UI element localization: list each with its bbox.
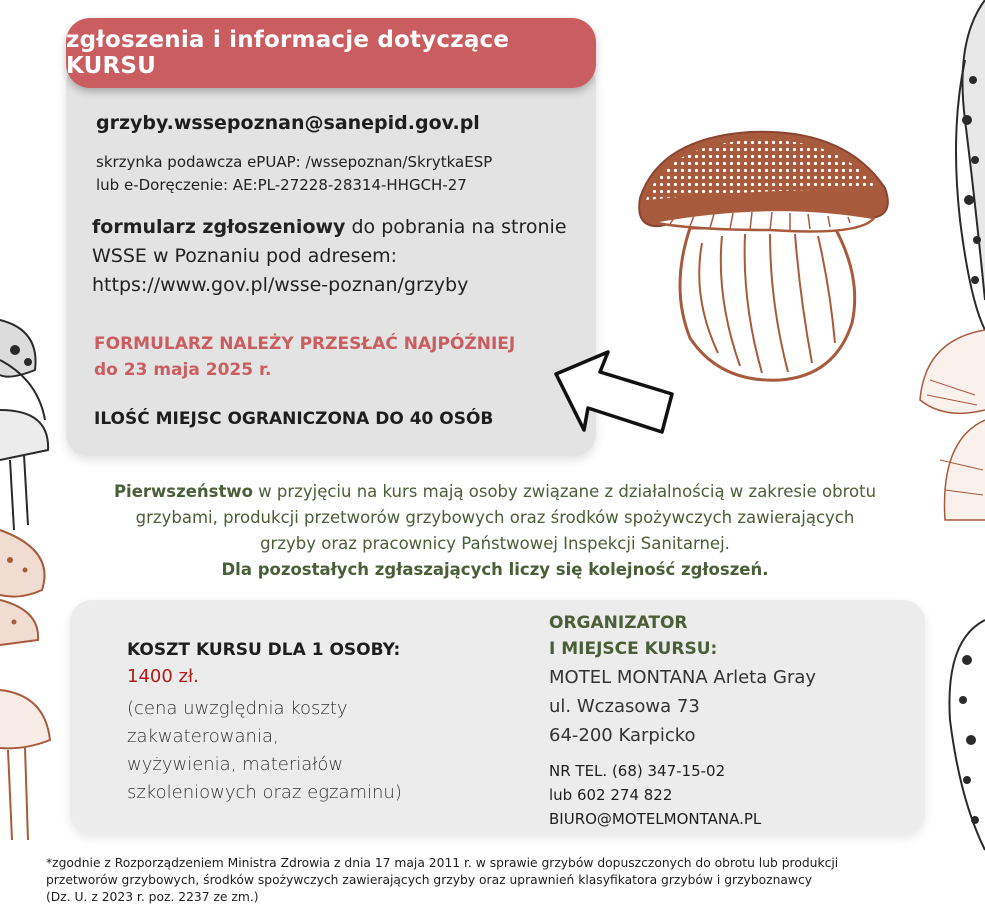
form-url-link[interactable]: https://www.gov.pl/wsse-poznan/grzyby [92,274,469,296]
deadline-notice [94,331,515,383]
legal-footnote [46,855,966,906]
section-header [66,18,596,88]
footnote-line: przetworów grzybowych, środków spożywczych zawierających grzyby oraz uprawnień klasyfikatora grzybów i grzyboznawcy [46,873,813,887]
cost-note-line: zakwaterowania, [127,726,279,747]
cost-note-line: szkoleniowych oraz egzaminu) [127,782,402,803]
footnote-line: (Dz. U. z 2023 r. poz. 2237 ze zm.) [46,890,259,904]
organizer-title-line2: I MIEJSCE KURSU: [549,639,718,659]
porcini-mushroom-illustration [630,118,900,388]
left-mushrooms-decoration [0,300,60,900]
organizer-address [549,663,816,750]
cost-note-line: (cena uwzględnia koszty [127,698,348,719]
priority-paragraph [60,479,930,583]
form-bold-label: formularz zgłoszeniowy [92,216,346,238]
cost-note-line: wyżywienia, materiałów [127,754,344,775]
phone-line-alt[interactable]: lub 602 274 822 [549,786,673,804]
phone-line[interactable]: NR TEL. (68) 347-15-02 [549,762,726,780]
address-line: MOTEL MONTANA Arleta Gray [549,667,817,688]
organizer-title-line1: ORGANIZATOR [549,613,688,633]
deadline-date: do 23 maja 2025 r. [94,360,272,380]
places-limit: ILOŚĆ MIEJSC OGRANICZONA DO 40 OSÓB [94,409,494,429]
section-header-title: zgłoszenia i informacje dotyczące KURSU [66,27,510,79]
priority-line3: grzyby oraz pracownicy Państwowej Inspekcji Sanitarnej. [260,534,730,553]
epuap-line: skrzynka podawcza ePUAP: /wssepoznan/SkrytkaESP [96,153,493,171]
address-line: 64-200 Karpicko [549,725,696,746]
epuap-address [96,151,492,197]
form-rest-text: do pobrania na stronie [345,216,567,238]
cost-value: 1400 zł. [127,666,199,687]
priority-line4: Dla pozostałych zgłaszających liczy się kolejność zgłoszeń. [221,560,769,579]
footnote-line: *zgodnie z Rozporządzeniem Ministra Zdrowia z dnia 17 maja 2011 r. w sprawie grzybów dopuszczonych do obrotu lub produkcji [46,856,839,870]
organizer-email[interactable]: BIURO@MOTELMONTANA.PL [549,810,762,828]
address-line: ul. Wczasowa 73 [549,696,700,717]
deadline-line1: FORMULARZ NALEŻY PRZESŁAĆ NAJPÓŹNIEJ [94,334,516,354]
edoreczenie-line: lub e-Doręczenie: AE:PL-27228-28314-HHGCH-27 [96,176,467,194]
contact-email[interactable]: grzyby.wssepoznan@sanepid.gov.pl [96,112,480,134]
priority-bold-word: Pierwszeństwo [113,482,253,501]
organizer-contact [549,759,761,831]
priority-line2: grzybami, produkcji przetworów grzybowych oraz środków spożywczych zawierających [135,508,855,527]
organizer-title [549,610,717,662]
cost-title: KOSZT KURSU DLA 1 OSOBY: [127,640,401,660]
form-download-info [92,213,567,300]
priority-line1: w przyjęciu na kurs mają osoby związane z działalnością w zakresie obrotu [252,482,877,501]
cost-note [127,695,402,807]
form-line2: WSSE w Poznaniu pod adresem: [92,245,398,267]
